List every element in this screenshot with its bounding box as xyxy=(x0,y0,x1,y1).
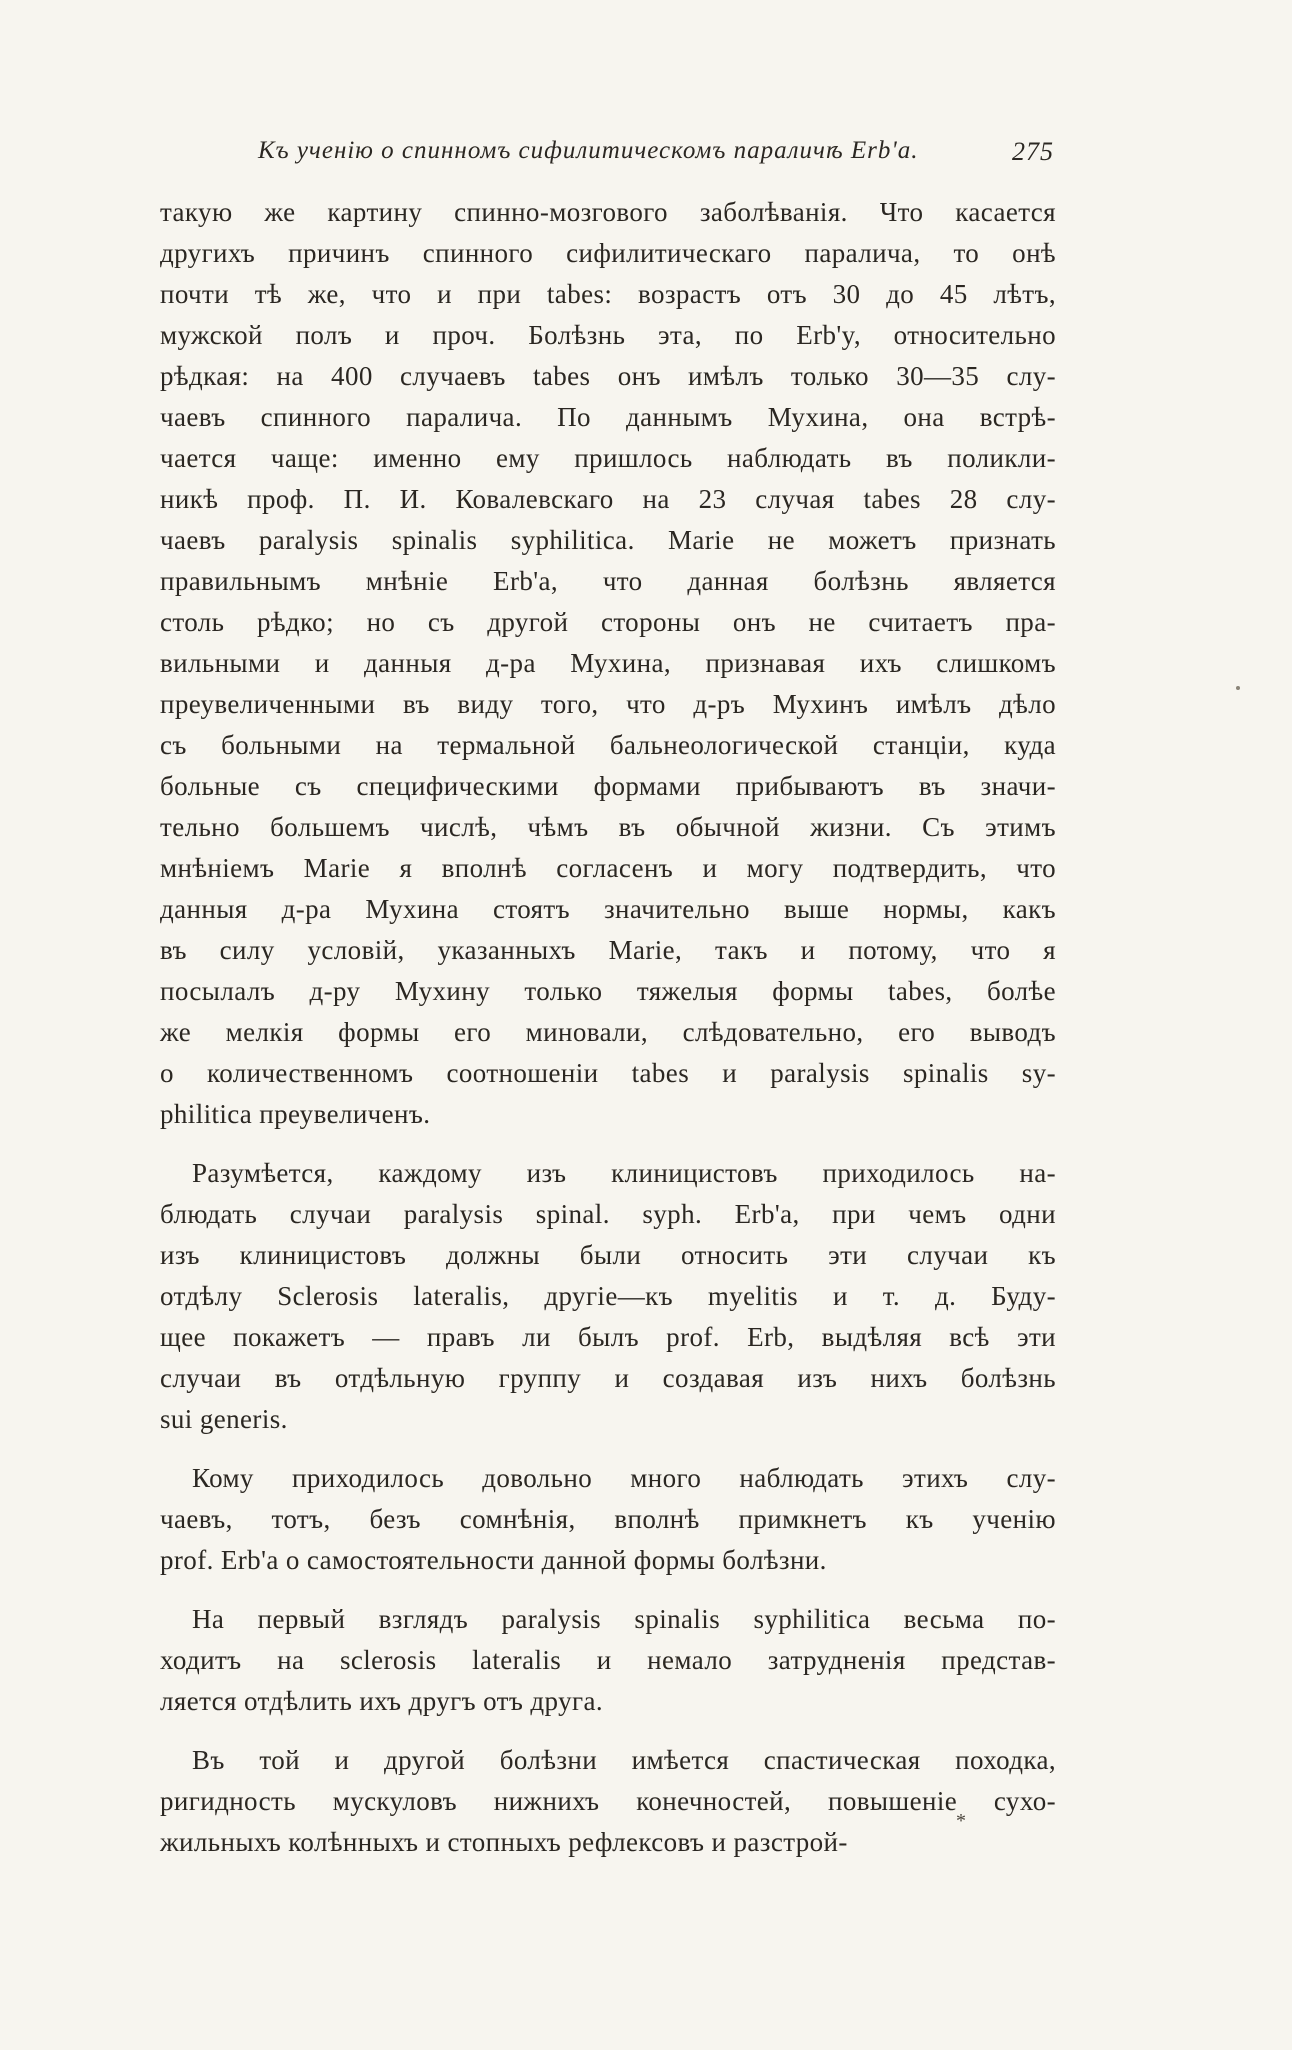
paragraph xyxy=(160,1458,1056,1581)
text-line: ригидность мускуловъ нижнихъ конечностей, повышеніе сухо- xyxy=(160,1786,1056,1816)
running-title: Къ ученію о спинномъ сифилитическомъ параличѣ Erb'a. xyxy=(258,137,919,164)
text-line: же мелкія формы его миновали, слѣдовательно, его выводъ xyxy=(160,1017,1056,1047)
paragraph xyxy=(160,1153,1056,1440)
text-line: данныя д-ра Мухина стоятъ значительно выше нормы, какъ xyxy=(160,894,1056,924)
text-line: жильныхъ колѣнныхъ и стопныхъ рефлексовъ и разстрой- xyxy=(160,1827,848,1857)
text-line: ляется отдѣлить ихъ другъ отъ друга. xyxy=(160,1686,603,1716)
signature-mark: * xyxy=(956,1810,966,1832)
text-line: чаевъ, тотъ, безъ сомнѣнія, вполнѣ примкнетъ къ ученію xyxy=(160,1504,1056,1534)
paragraph xyxy=(160,192,1056,1135)
page-number: 275 xyxy=(1012,137,1054,166)
text-line: На первый взглядъ paralysis spinalis syphilitica весьма по- xyxy=(192,1604,1056,1634)
paragraph xyxy=(160,1599,1056,1722)
text-line: въ силу условій, указанныхъ Marie, такъ и потому, что я xyxy=(160,935,1056,965)
text-line: съ больными на термальной бальнеологической станціи, куда xyxy=(160,730,1056,760)
paper-spot xyxy=(1236,686,1240,690)
text-line: посылалъ д-ру Мухину только тяжелыя формы tabes, болѣе xyxy=(160,976,1056,1006)
body-text xyxy=(160,192,1056,1881)
text-line: столь рѣдко; но съ другой стороны онъ не считаетъ пра- xyxy=(160,607,1056,637)
text-line: вильными и данныя д-ра Мухина, признавая ихъ слишкомъ xyxy=(160,648,1056,678)
text-line: prof. Erb'a о самостоятельности данной формы болѣзни. xyxy=(160,1545,827,1575)
text-line: щее покажетъ — правъ ли былъ prof. Erb, выдѣляя всѣ эти xyxy=(160,1322,1056,1352)
text-line: чаевъ спинного паралича. По даннымъ Мухина, она встрѣ- xyxy=(160,402,1056,432)
text-line: правильнымъ мнѣніе Erb'a, что данная болѣзнь является xyxy=(160,566,1056,596)
text-line: чается чаще: именно ему пришлось наблюдать въ поликли- xyxy=(160,443,1056,473)
text-line: ходитъ на sclerosis lateralis и немало затрудненія представ- xyxy=(160,1645,1056,1675)
text-line: тельно большемъ числѣ, чѣмъ въ обычной жизни. Съ этимъ xyxy=(160,812,1056,842)
paragraph xyxy=(160,1740,1056,1863)
text-line: Кому приходилось довольно много наблюдать этихъ слу- xyxy=(192,1463,1056,1493)
text-line: Въ той и другой болѣзни имѣется спастическая походка, xyxy=(192,1745,1056,1775)
text-line: больные съ специфическими формами прибываютъ въ значи- xyxy=(160,771,1056,801)
text-line: мнѣніемъ Marie я вполнѣ согласенъ и могу подтвердить, что xyxy=(160,853,1056,883)
text-line: мужской полъ и проч. Болѣзнь эта, по Erb'y, относительно xyxy=(160,320,1056,350)
text-line: почти тѣ же, что и при tabes: возрастъ отъ 30 до 45 лѣтъ, xyxy=(160,279,1056,309)
text-line: чаевъ paralysis spinalis syphilitica. Marie не можетъ признать xyxy=(160,525,1056,555)
text-line: о количественномъ соотношеніи tabes и paralysis spinalis sy- xyxy=(160,1058,1056,1088)
text-line: sui generis. xyxy=(160,1404,288,1434)
text-line: рѣдкая: на 400 случаевъ tabes онъ имѣлъ только 30—35 слу- xyxy=(160,361,1056,391)
text-line: такую же картину спинно-мозгового заболѣванія. Что касается xyxy=(160,197,1056,227)
running-head xyxy=(162,137,1054,173)
text-line: отдѣлу Sclerosis lateralis, другіе—къ myelitis и т. д. Буду- xyxy=(160,1281,1056,1311)
text-line: Разумѣется, каждому изъ клиницистовъ приходилось на- xyxy=(192,1158,1056,1188)
text-line: никѣ проф. П. И. Ковалевскаго на 23 случая tabes 28 слу- xyxy=(160,484,1056,514)
text-line: блюдать случаи paralysis spinal. syph. Erb'a, при чемъ одни xyxy=(160,1199,1056,1229)
text-line: преувеличенными въ виду того, что д-ръ Мухинъ имѣлъ дѣло xyxy=(160,689,1056,719)
text-line: другихъ причинъ спинного сифилитическаго паралича, то онѣ xyxy=(160,238,1056,268)
text-line: случаи въ отдѣльную группу и создавая изъ нихъ болѣзнь xyxy=(160,1363,1056,1393)
text-line: philitica преувеличенъ. xyxy=(160,1099,431,1129)
text-line: изъ клиницистовъ должны были относить эти случаи къ xyxy=(160,1240,1056,1270)
